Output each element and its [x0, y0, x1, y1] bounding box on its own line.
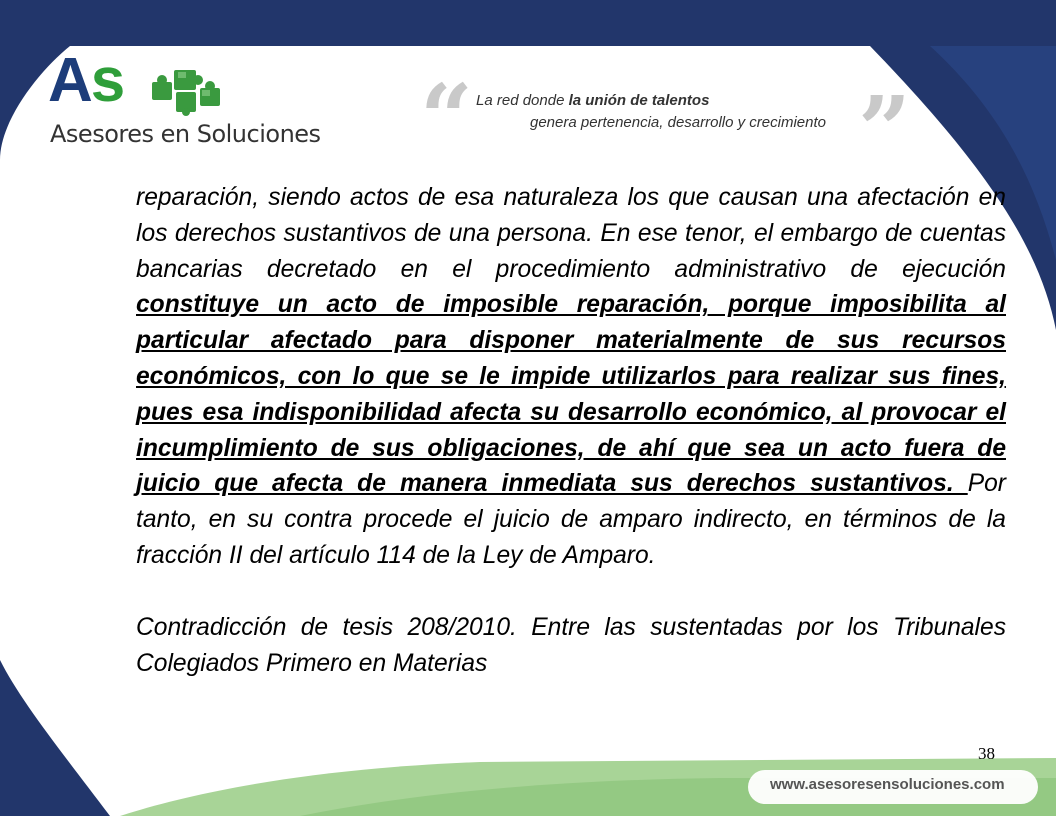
tagline-normal: La red donde: [476, 92, 569, 109]
paragraph-1-conclusion: Por tanto, en su contra procede el juicio de amparo indirecto, en términos de la fracción II del artículo 114 de la Ley de Amparo.: [136, 470, 1006, 569]
top-band: [0, 0, 1056, 46]
tagline-line-2: genera pertenencia, desarrollo y crecimiento: [530, 114, 826, 131]
paragraph-1-emphasis: constituye un acto de imposible reparación, porque imposibilita al particular afectado para disponer materialmente de sus recursos económicos, con lo que se le impide utilizarlos para realizar sus fines, pues esa indisponibilidad afecta su desarrollo económico, al provocar el incumplimiento de sus obligaciones, de ahí que sea un acto fuera de juicio que afecta de manera inmediata sus derechos sustantivos.: [136, 291, 1006, 498]
paragraph-1-intro: reparación, siendo actos de esa naturaleza los que causan una afectación en los derechos sustantivos de una persona. En ese tenor, el embargo de cuentas bancarias decretado en el procedimiento administrativo de ejecución: [136, 184, 1006, 283]
logo-letter-a: A: [48, 46, 91, 115]
tagline-bold: la unión de talentos: [568, 92, 710, 109]
website-url: www.asesoresensoluciones.com: [770, 776, 1005, 793]
paragraph-1: [136, 180, 1006, 574]
main-text: [136, 180, 1006, 681]
open-quote-mark: “: [420, 64, 473, 172]
page-number: 38: [978, 744, 995, 763]
close-quote-mark: ”: [858, 76, 911, 184]
logo-company-name: Asesores en Soluciones: [50, 120, 321, 148]
paragraph-2: Contradicción de tesis 208/2010. Entre las sustentadas por los Tribunales Colegiados Primero en Materias: [136, 613, 1006, 677]
tagline-line-1: [476, 92, 709, 109]
company-logo: [48, 46, 321, 156]
logo-letter-s: s: [90, 46, 124, 115]
logo-monogram: [48, 46, 124, 115]
puzzle-icon: [148, 66, 226, 116]
